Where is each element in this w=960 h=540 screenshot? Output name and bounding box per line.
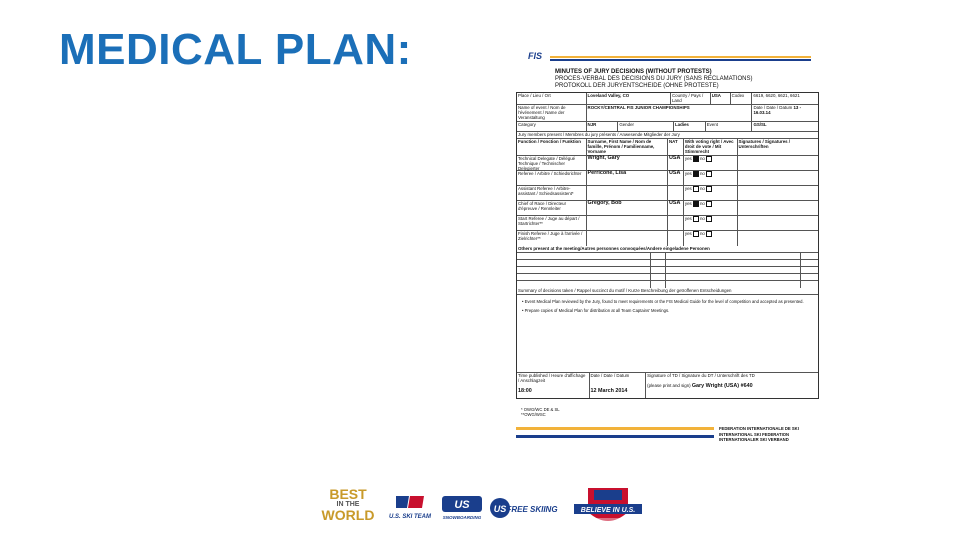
blank-cell bbox=[666, 267, 801, 273]
yes-checkbox[interactable] bbox=[693, 156, 699, 162]
yes-label: yes bbox=[684, 231, 692, 237]
yes-checkbox[interactable] bbox=[693, 171, 699, 177]
gender-value: Ladies bbox=[674, 122, 706, 131]
yes-label: yes bbox=[684, 201, 692, 207]
blank-cell bbox=[517, 274, 651, 280]
jury-name: Perricone, Lisa bbox=[587, 171, 668, 185]
event-value: ROCKY/CENTRAL FIS JUNIOR CHAMPIONSHIPS bbox=[587, 105, 753, 121]
others-row bbox=[517, 246, 818, 253]
td-signature-cell bbox=[646, 373, 818, 398]
summary-body-row bbox=[517, 295, 818, 373]
no-checkbox[interactable] bbox=[706, 186, 712, 192]
col-vote: With voting right / Avec droit de vote / Mit Stimmrecht bbox=[684, 139, 738, 155]
category-row bbox=[517, 122, 818, 132]
jury-signature bbox=[738, 216, 818, 230]
blank-cell bbox=[801, 274, 818, 280]
pub-date-cell bbox=[590, 373, 647, 398]
jury-function: Referee / Arbitre / Schiedsrichter bbox=[517, 171, 587, 185]
jury-signature bbox=[738, 186, 818, 200]
jury-vote bbox=[684, 171, 738, 185]
slide-title: MEDICAL PLAN: bbox=[59, 25, 412, 74]
jury-rows bbox=[517, 156, 818, 246]
jury-nat bbox=[668, 216, 684, 230]
jury-function: Start Referee / Juge au départ / Startrichter** bbox=[517, 216, 587, 230]
pub-date-value: 12 March 2014 bbox=[590, 388, 628, 394]
summary-bullet: • Prepare copies of Medical Plan for distribution at all Team Captains' Meetings. bbox=[522, 308, 670, 313]
jury-signature bbox=[738, 201, 818, 215]
jury-row bbox=[517, 201, 818, 216]
heading-de: PROTOKOLL DER JURYENTSCHEIDE (OHNE PROTESTE) bbox=[555, 83, 719, 89]
country-label: Country / Pays / Land bbox=[671, 93, 711, 104]
summary-label: Summary of decisions taken / Rappel succinct du motif / Kurze Beschreibung der getroffenen Entscheidungen bbox=[518, 288, 732, 293]
no-label: no bbox=[699, 231, 705, 237]
skiteam-text: U.S. SKI TEAM bbox=[388, 514, 432, 520]
footnotes bbox=[521, 407, 560, 417]
col-nat: NAT bbox=[668, 139, 684, 155]
federation-en: INTERNATIONAL SKI FEDERATION bbox=[719, 431, 790, 437]
jury-members-label: Jury members present / Membres du jury présents / Anwesende Mitglieder der Jury bbox=[518, 132, 680, 137]
federation-fr: FEDERATION INTERNATIONALE DE SKI bbox=[719, 426, 799, 431]
jury-vote bbox=[684, 186, 738, 200]
blank-cell bbox=[801, 281, 818, 288]
no-label: no bbox=[699, 216, 705, 222]
others-blank-row bbox=[517, 274, 818, 281]
jury-members-row bbox=[517, 132, 818, 139]
jury-form-table bbox=[516, 92, 819, 399]
blank-cell bbox=[517, 267, 651, 273]
jury-function: Chief of Race / Directeur d'épreuve / Rennleiter bbox=[517, 201, 587, 215]
blank-cell bbox=[651, 274, 666, 280]
jury-vote bbox=[684, 201, 738, 215]
no-label: no bbox=[699, 171, 705, 177]
blank-cell bbox=[517, 281, 651, 288]
blank-cell bbox=[517, 260, 651, 266]
jury-name bbox=[587, 231, 668, 246]
td-signature-label: Signature of TD / Signature du DT / Unterschrift des TD bbox=[647, 373, 755, 378]
category-label: Category bbox=[517, 122, 587, 131]
jury-vote bbox=[684, 156, 738, 170]
event-type-label: Event bbox=[706, 122, 753, 131]
believe-text: BELIEVE IN U.S. bbox=[580, 507, 636, 514]
no-checkbox[interactable] bbox=[706, 171, 712, 177]
blank-cell bbox=[666, 281, 801, 288]
jury-name: Gregory, Bob bbox=[587, 201, 668, 215]
blank-cell bbox=[651, 253, 666, 259]
yes-checkbox[interactable] bbox=[693, 186, 699, 192]
time-value: 18:00 bbox=[518, 388, 532, 394]
jury-nat: USA bbox=[668, 156, 684, 170]
time-label: Time published / Heure d'affichage / Anschlagzeit bbox=[518, 373, 586, 383]
best-line-2: IN THE bbox=[336, 501, 360, 508]
blank-cell bbox=[651, 281, 666, 288]
summary-body bbox=[517, 295, 818, 372]
jury-name bbox=[587, 216, 668, 230]
place-row bbox=[517, 93, 818, 105]
us-freeskiing-logo bbox=[488, 494, 558, 522]
us-ski-team-logo bbox=[388, 492, 432, 522]
blank-cell bbox=[517, 253, 651, 259]
freeskiing-text: FREE SKIING bbox=[506, 505, 558, 514]
jury-function: Finish Referee / Juge à l'arrivée / Zielrichter** bbox=[517, 231, 587, 246]
bottom-blue-bar bbox=[516, 435, 714, 438]
others-blank-row bbox=[517, 260, 818, 267]
date-cell bbox=[752, 105, 818, 121]
no-checkbox[interactable] bbox=[706, 231, 712, 237]
others-blank-rows bbox=[517, 253, 818, 288]
jury-function: Technical Delegate / Délégué Technique / Technischer Delegierter bbox=[517, 156, 587, 170]
no-checkbox[interactable] bbox=[706, 156, 712, 162]
jury-function: Assistant Referee / Arbitre-assistant / Schiedsassistent* bbox=[517, 186, 587, 200]
yes-checkbox[interactable] bbox=[693, 216, 699, 222]
jury-row bbox=[517, 231, 818, 246]
jury-row bbox=[517, 216, 818, 231]
best-line-1: BEST bbox=[329, 486, 367, 502]
codex-value: 6619, 6620, 6621, 6621 bbox=[753, 93, 800, 98]
event-row bbox=[517, 105, 818, 122]
jury-minutes-document bbox=[513, 50, 819, 455]
jury-signature bbox=[738, 171, 818, 185]
td-signature-line bbox=[647, 383, 817, 389]
blank-cell bbox=[801, 253, 818, 259]
col-function: Function / Fonction / Funktion bbox=[517, 139, 587, 155]
no-label: no bbox=[699, 156, 705, 162]
snowboarding-text: SNOWBOARDING bbox=[442, 515, 482, 520]
publication-row bbox=[517, 373, 818, 398]
date-value: 13 - 16.03.14 bbox=[753, 105, 802, 115]
summary-header-row bbox=[517, 288, 818, 295]
category-value: NJR bbox=[587, 122, 619, 131]
others-blank-row bbox=[517, 281, 818, 288]
others-label: Others present at the meeting/Autres personnes convoquées/Andere eingeladene Personen bbox=[518, 246, 710, 251]
bottom-gold-bar bbox=[516, 427, 714, 430]
codex-label: Codex bbox=[731, 93, 753, 104]
federation-names bbox=[719, 426, 799, 443]
others-blank-row bbox=[517, 267, 818, 274]
jury-name bbox=[587, 186, 668, 200]
federation-de: INTERNATIONALER SKI VERBAND bbox=[719, 437, 789, 442]
jury-header-row bbox=[517, 139, 818, 156]
yes-label: yes bbox=[684, 156, 692, 162]
yes-label: yes bbox=[684, 186, 692, 192]
believe-in-us-logo bbox=[570, 484, 646, 532]
yes-label: yes bbox=[684, 171, 692, 177]
time-cell bbox=[517, 373, 590, 398]
no-label: no bbox=[699, 186, 705, 192]
fis-logo: FIS bbox=[528, 51, 543, 61]
top-gold-bar bbox=[550, 56, 811, 58]
place-value: Loveland Valley, CO bbox=[587, 93, 671, 104]
event-label: Name of event / Nom de l'événement / Name der Veranstaltung bbox=[517, 105, 587, 121]
svg-text:US: US bbox=[493, 504, 507, 514]
gender-label: Gender bbox=[618, 122, 674, 131]
jury-nat bbox=[668, 186, 684, 200]
blank-cell bbox=[666, 260, 801, 266]
yes-checkbox[interactable] bbox=[693, 201, 699, 207]
td-signature-value: Gary Wright (USA) #640 bbox=[691, 383, 753, 389]
no-checkbox[interactable] bbox=[706, 201, 712, 207]
no-label: no bbox=[699, 201, 705, 207]
yes-checkbox[interactable] bbox=[693, 231, 699, 237]
blank-cell bbox=[801, 267, 818, 273]
jury-signature bbox=[738, 231, 818, 246]
jury-vote bbox=[684, 216, 738, 230]
footnote-2: **OWG/WSC bbox=[521, 412, 546, 417]
jury-row bbox=[517, 156, 818, 171]
date-label: Date / Date / Datum bbox=[753, 105, 793, 110]
td-signature-note: (please print and sign) bbox=[647, 383, 691, 388]
best-in-the-world-logo bbox=[318, 488, 378, 522]
col-name: Surname, First Name / Nom de famille, Prénom / Familienname, Vorname bbox=[587, 139, 668, 155]
jury-signature bbox=[738, 156, 818, 170]
others-blank-row bbox=[517, 253, 818, 260]
event-type-value: GS/SL bbox=[753, 122, 767, 127]
heading-fr: PROCES-VERBAL DES DECISIONS DU JURY (SANS RECLAMATIONS) bbox=[555, 76, 753, 82]
blank-cell bbox=[666, 253, 801, 259]
jury-vote bbox=[684, 231, 738, 246]
country-value: USA bbox=[711, 93, 731, 104]
sponsor-logo-strip bbox=[318, 484, 638, 532]
pub-date-label: Date / Date / Datum bbox=[590, 373, 630, 378]
jury-name: Wright, Gary bbox=[587, 156, 668, 170]
jury-row bbox=[517, 171, 818, 186]
blank-cell bbox=[801, 260, 818, 266]
top-blue-bar bbox=[550, 59, 811, 61]
summary-bullet: • Event Medical Plan reviewed by the Jury, found to meet requirements or the FIS Medical Guide for the level of competition and accepted as presented. bbox=[522, 299, 804, 304]
blank-cell bbox=[651, 260, 666, 266]
no-checkbox[interactable] bbox=[706, 216, 712, 222]
col-signature: Signatures / Signatures / Unterschriften bbox=[738, 139, 791, 149]
place-label: Place / Lieu / Ort bbox=[517, 93, 587, 104]
jury-row bbox=[517, 186, 818, 201]
best-line-3: WORLD bbox=[321, 507, 375, 523]
blank-cell bbox=[651, 267, 666, 273]
footnote-1: * OWG/WC DE & SL bbox=[521, 407, 560, 412]
jury-nat bbox=[668, 231, 684, 246]
svg-text:US: US bbox=[454, 499, 470, 511]
document-heading bbox=[555, 69, 752, 90]
blank-cell bbox=[666, 274, 801, 280]
jury-nat: USA bbox=[668, 171, 684, 185]
heading-en: MINUTES OF JURY DECISIONS (WITHOUT PROTESTS) bbox=[555, 69, 712, 75]
yes-label: yes bbox=[684, 216, 692, 222]
jury-nat: USA bbox=[668, 201, 684, 215]
